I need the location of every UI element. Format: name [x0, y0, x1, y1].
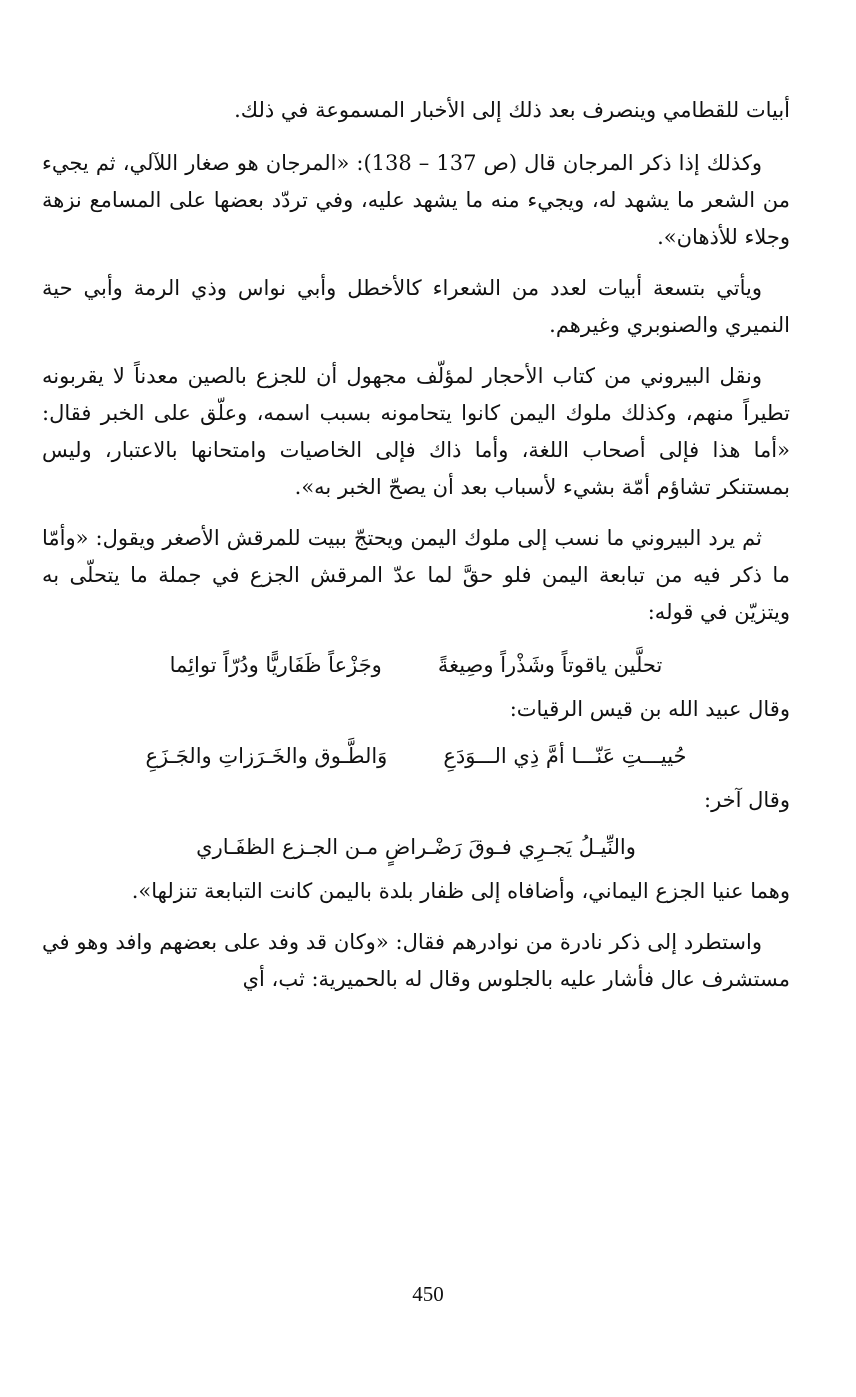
paragraph-4: ونقل البيروني من كتاب الأحجار لمؤلّف مجهول أن للجزع بالصين معدناً لا يقربونه تطيراً منهم، وكذلك ملوك اليمن كانوا يتحامونه بسبب اسمه، وعلّق على الخبر فقال: «أما هذا فإلى أصحاب اللغة، وأما ذاك فإلى الخاصيات وامتحانها بالاعتبار، وليس بمستنكر تشاؤم أمّة بشيء لأسباب بعد أن يصحّ الخبر به».: [42, 364, 790, 499]
verse-2-first-hemistich: حُييـــتِ عَنّـــا أمَّ ذِي الـــوَدَعِ: [443, 744, 687, 768]
verse-1-first-hemistich: تحلَّين ياقوتاً وشَذْراً وصِيغةً: [437, 653, 663, 677]
closing-line: وهما عنيا الجزع اليماني، وأضافاه إلى ظفار بلدة باليمن كانت التبابعة تنزلها».: [131, 879, 790, 903]
verse-1: [42, 645, 790, 685]
verse-2-second-hemistich: وَالطَّـوق والخَـرَزاتِ والجَـزَعِ: [145, 744, 388, 768]
verse-1-second-hemistich: وجَزْعاً ظَفَاريًّا ودُرّاً توائِما: [169, 653, 382, 677]
verse-2-intro: وقال عبيد الله بن قيس الرقيات:: [509, 697, 790, 721]
verse-3-intro: وقال آخر:: [704, 788, 790, 812]
verse-2: [42, 736, 790, 776]
paragraph-5: ثم يرد البيروني ما نسب إلى ملوك اليمن ويحتجّ ببيت للمرقش الأصغر ويقول: «وأمّا ما ذكر فيه من تبابعة اليمن فلو حقَّ لما عدّ المرقش الجزع في جملة ما يتحلّى به ويتزيّن في قوله:: [42, 526, 790, 624]
verse-3: [42, 827, 790, 867]
paragraph-2: وكذلك إذا ذكر المرجان قال (ص 137 – 138): «المرجان هو صغار اللآلي، ثم يجيء من الشعر ما يشهد له، ويجيء منه ما يشهد عليه، وفي تردّد بعضها على المسامع نزهة وجلاء للأذهان».: [42, 151, 790, 249]
page-number: 450: [412, 1282, 444, 1306]
page-body: [42, 92, 790, 1012]
paragraph-3: ويأتي بتسعة أبيات لعدد من الشعراء كالأخطل وأبي نواس وذي الرمة وأبي حية النميري والصنوبري وغيرهم.: [42, 276, 790, 337]
last-paragraph: واستطرد إلى ذكر نادرة من نوادرهم فقال: «وكان قد وفد على بعضهم وافد وهو في مستشرف عال فأشار عليه بالجلوس وقال له بالحميرية: ثب، أي: [42, 930, 790, 991]
paragraph-1: أبيات للقطامي وينصرف بعد ذلك إلى الأخبار المسموعة في ذلك.: [234, 98, 790, 122]
verse-3-line: والنِّيـلُ يَجـرِي فـوقَ رَضْـراضٍ مـن الجـزع الظفَـاري: [196, 835, 636, 859]
